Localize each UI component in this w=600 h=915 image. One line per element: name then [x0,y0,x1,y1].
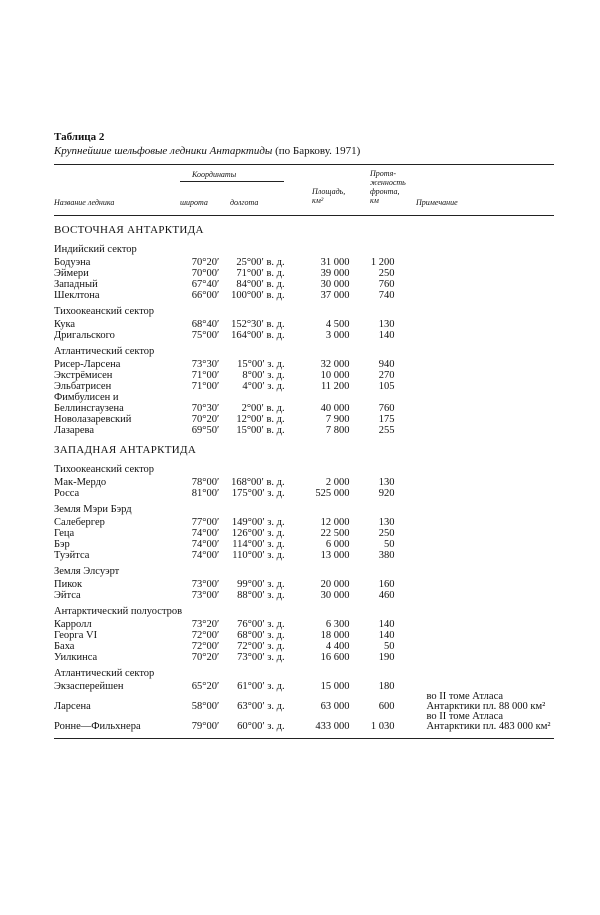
longitude-cell: 61°00′ з. д. [237,681,285,692]
glacier-name: Карролл [54,619,92,630]
header-lon: долгота [230,198,259,207]
sector-title: Тихоокеанский сектор [54,306,155,317]
note-cell [404,268,554,279]
front-length-cell: 1 200 [370,257,395,268]
table-row [54,414,554,425]
front-length-cell: 740 [378,290,395,301]
glacier-name: Экзасперейшен [54,681,124,692]
table-row [54,590,554,601]
table-header [54,165,554,215]
table-row [54,517,554,528]
front-length-cell: 130 [378,477,395,488]
latitude-cell: 73°00′ [191,590,220,601]
latitude-cell: 78°00′ [191,477,220,488]
longitude-cell: 164°00′ в. д. [231,330,285,341]
area-cell: 433 000 [315,721,350,732]
glacier-name: Уилкинса [54,652,98,663]
sector-title: Земля Элсуэрт [54,566,120,577]
header-front-1: Протя- [370,169,397,178]
glacier-table [54,216,554,732]
front-length-cell: 270 [378,370,395,381]
front-length-cell: 160 [378,579,395,590]
table-row [54,477,554,488]
table-row [54,528,554,539]
longitude-cell: 15°00′ в. д. [236,425,285,436]
note-cell [404,290,554,301]
area-cell: 30 000 [320,279,350,290]
front-length-cell: 190 [378,652,395,663]
latitude-cell: 81°00′ [191,488,220,499]
front-length-cell: 140 [378,330,395,341]
latitude-cell: 68°40′ [191,319,220,330]
area-cell: 32 000 [320,359,350,370]
note-cell [404,590,554,601]
area-cell: 37 000 [320,290,350,301]
note-cell [404,630,554,641]
latitude-cell: 75°00′ [191,330,220,341]
sector-row [54,561,554,579]
note-cell [404,319,554,330]
bottom-rule [54,738,554,739]
table-row [54,268,554,279]
note-cell [404,330,554,341]
front-length-cell: 760 [378,403,395,414]
area-cell: 7 800 [325,425,350,436]
latitude-cell: 73°30′ [191,359,220,370]
area-cell: 63 000 [320,701,350,712]
longitude-cell: 168°00′ в. д. [231,477,285,488]
sector-title: Атлантический сектор [54,346,155,357]
latitude-cell: 72°00′ [191,630,220,641]
header-subrule [180,181,284,182]
longitude-cell: 2°00′ в. д. [241,403,285,414]
longitude-cell: 88°00′ з. д. [237,590,285,601]
note-cell: во II томе Атласа Антарктики пл. 483 000 км² [426,711,551,732]
sector-row [54,301,554,319]
table-row [54,403,554,414]
glacier-name: Ронне—Фильхнера [54,721,141,732]
area-cell: 7 900 [325,414,350,425]
table-row [54,330,554,341]
table-row [54,290,554,301]
note-cell [404,550,554,561]
note-cell [404,403,554,414]
longitude-cell: 15°00′ з. д. [237,359,285,370]
table-row [54,539,554,550]
note-cell [404,517,554,528]
sector-row [54,239,554,257]
front-length-cell: 600 [378,701,395,712]
area-cell: 20 000 [320,579,350,590]
sector-row [54,601,554,619]
front-length-cell: 50 [383,539,395,550]
note-cell [404,641,554,652]
area-cell: 39 000 [320,268,350,279]
area-cell: 22 500 [320,528,350,539]
latitude-cell: 77°00′ [191,517,220,528]
longitude-cell: 149°00′ з. д. [231,517,285,528]
longitude-cell: 25°00′ в. д. [236,257,285,268]
front-length-cell: 50 [383,641,395,652]
header-area-1: Площадь, [312,187,346,196]
latitude-cell: 67°40′ [191,279,220,290]
front-length-cell: 180 [378,681,395,692]
table-row [54,425,554,436]
table-row [54,392,554,403]
header-lat: широта [180,198,208,207]
note-cell [404,528,554,539]
front-length-cell: 250 [378,268,395,279]
longitude-cell: 73°00′ з. д. [237,652,285,663]
glacier-name: Рисер-Ларсена [54,359,121,370]
area-cell: 6 000 [325,539,350,550]
front-length-cell: 380 [378,550,395,561]
glacier-name: Бодуэна [54,257,91,268]
sector-row [54,459,554,477]
note-cell [404,257,554,268]
longitude-cell: 4°00′ з. д. [242,381,285,392]
table-row [54,370,554,381]
table-row [54,652,554,663]
note-cell [404,488,554,499]
latitude-cell: 74°00′ [191,528,220,539]
area-cell: 15 000 [320,681,350,692]
header-front-2: женность [370,178,406,187]
latitude-cell: 58°00′ [191,701,220,712]
latitude-cell: 74°00′ [191,539,220,550]
glacier-name: Эймери [54,268,89,279]
sector-row [54,663,554,681]
latitude-cell: 71°00′ [191,370,220,381]
glacier-table-body [54,216,554,732]
longitude-cell: 60°00′ з. д. [237,721,285,732]
front-length-cell: 760 [378,279,395,290]
header-coordinates: Координаты [192,170,237,179]
glacier-name: Западный [54,279,98,290]
front-length-cell: 130 [378,319,395,330]
glacier-name: Георга VI [54,630,98,641]
latitude-cell: 66°00′ [191,290,220,301]
longitude-cell: 72°00′ з. д. [237,641,285,652]
table-row [54,619,554,630]
latitude-cell: 70°20′ [191,652,220,663]
glacier-name: Кука [54,319,76,330]
area-cell: 6 300 [325,619,350,630]
latitude-cell: 73°20′ [191,619,220,630]
region-title: ЗАПАДНАЯ АНТАРКТИДА [54,444,197,456]
glacier-name: Эйтса [54,590,81,601]
document-page [54,130,554,739]
sector-title: Атлантический сектор [54,668,155,679]
area-cell: 2 000 [325,477,350,488]
glacier-name: Туэйтса [54,550,90,561]
longitude-cell: 100°00′ в. д. [231,290,285,301]
area-cell: 4 500 [325,319,350,330]
longitude-cell: 99°00′ з. д. [237,579,285,590]
longitude-cell: 63°00′ з. д. [237,701,285,712]
longitude-cell: 110°00′ з. д. [232,550,285,561]
header-area-2: км² [312,196,324,205]
header-note: Примечание [416,198,458,207]
area-cell: 4 400 [325,641,350,652]
sector-row [54,499,554,517]
longitude-cell: 152°30′ в. д. [231,319,285,330]
area-cell: 12 000 [320,517,350,528]
area-cell: 11 200 [320,381,350,392]
glacier-name: Салебергер [54,517,105,528]
note-cell [404,414,554,425]
glacier-name: Фимбулисен и [54,392,119,403]
front-length-cell: 250 [378,528,395,539]
front-length-cell: 140 [378,630,395,641]
latitude-cell: 70°30′ [191,403,220,414]
table-caption [54,144,554,158]
table-row [54,641,554,652]
glacier-name: Экстрёмисен [54,370,113,381]
front-length-cell: 940 [378,359,395,370]
longitude-cell: 175°00′ з. д. [231,488,285,499]
longitude-cell [227,392,284,403]
note-cell [404,539,554,550]
note-cell [404,652,554,663]
note-cell [404,370,554,381]
note-cell [404,619,554,630]
longitude-cell: 114°00′ з. д. [232,539,285,550]
latitude-cell: 79°00′ [191,721,220,732]
front-length-cell: 140 [378,619,395,630]
latitude-cell: 65°20′ [191,681,220,692]
table-row [54,488,554,499]
glacier-name: Бэр [54,539,70,550]
area-cell: 16 600 [320,652,350,663]
area-cell: 31 000 [320,257,350,268]
glacier-name: Росса [54,488,80,499]
latitude-cell: 74°00′ [191,550,220,561]
latitude-cell: 73°00′ [191,579,220,590]
glacier-name: Мак-Мердо [54,477,107,488]
area-cell: 30 000 [320,590,350,601]
glacier-name: Пикок [54,579,83,590]
front-length-cell: 130 [378,517,395,528]
note-cell [404,425,554,436]
note-cell [404,279,554,290]
latitude-cell: 70°20′ [191,257,220,268]
front-length-cell: 920 [378,488,395,499]
note-cell [404,381,554,392]
note-cell [404,392,554,403]
front-length-cell: 460 [378,590,395,601]
table-row [54,359,554,370]
area-cell [285,392,354,403]
latitude-cell: 70°00′ [191,268,220,279]
sector-title: Земля Мэри Бэрд [54,504,132,515]
header-name: Название ледника [54,198,115,207]
glacier-name: Дригальского [54,330,115,341]
area-cell: 525 000 [315,488,350,499]
region-row [54,216,554,239]
longitude-cell: 76°00′ з. д. [237,619,285,630]
table-row [54,712,554,732]
sector-title: Антарктический полуостров [54,606,183,617]
table-number: Таблица 2 [54,131,105,143]
glacier-name: Беллинсгаузена [54,403,124,414]
sector-title: Индийский сектор [54,244,137,255]
glacier-name: Шеклтона [54,290,100,301]
longitude-cell: 8°00′ з. д. [242,370,285,381]
longitude-cell: 68°00′ з. д. [237,630,285,641]
table-row [54,579,554,590]
glacier-name: Эльбатрисен [54,381,112,392]
longitude-cell: 71°00′ в. д. [236,268,285,279]
table-row [54,630,554,641]
latitude-cell: 70°20′ [191,414,220,425]
sector-row [54,341,554,359]
longitude-cell: 12°00′ в. д. [236,414,285,425]
front-length-cell: 1 030 [370,721,395,732]
glacier-name: Новолазаревский [54,414,132,425]
note-cell: во II томе Атласа Антарктики пл. 88 000 км² [426,691,546,712]
area-cell: 18 000 [320,630,350,641]
note-cell [404,579,554,590]
glacier-name: Баха [54,641,75,652]
region-title: ВОСТОЧНАЯ АНТАРКТИДА [54,224,204,236]
latitude-cell [176,392,227,403]
glacier-name: Геца [54,528,75,539]
region-row [54,436,554,459]
caption-italic: Крупнейшие шельфовые ледники Антарктиды [54,145,273,157]
latitude-cell: 72°00′ [191,641,220,652]
table-row [54,279,554,290]
glacier-name: Ларсена [54,701,91,712]
note-cell [404,477,554,488]
latitude-cell: 69°50′ [191,425,220,436]
area-cell: 13 000 [320,550,350,561]
header-front-3: фронта, [370,187,400,196]
latitude-cell: 71°00′ [191,381,220,392]
header-front-4: км [370,196,379,205]
front-length-cell: 255 [378,425,395,436]
table-row [54,692,554,712]
glacier-name: Лазарева [54,425,94,436]
table-row [54,257,554,268]
table-row [54,550,554,561]
sector-title: Тихоокеанский сектор [54,464,155,475]
front-length-cell: 175 [378,414,395,425]
longitude-cell: 84°00′ в. д. [236,279,285,290]
note-cell [404,359,554,370]
caption-rest: (по Баркову. 1971) [272,145,361,157]
table-row [54,319,554,330]
area-cell: 10 000 [320,370,350,381]
front-length-cell: 105 [378,381,395,392]
table-row [54,381,554,392]
area-cell: 3 000 [325,330,350,341]
front-length-cell [353,392,404,403]
area-cell: 40 000 [320,403,350,414]
longitude-cell: 126°00′ з. д. [231,528,285,539]
